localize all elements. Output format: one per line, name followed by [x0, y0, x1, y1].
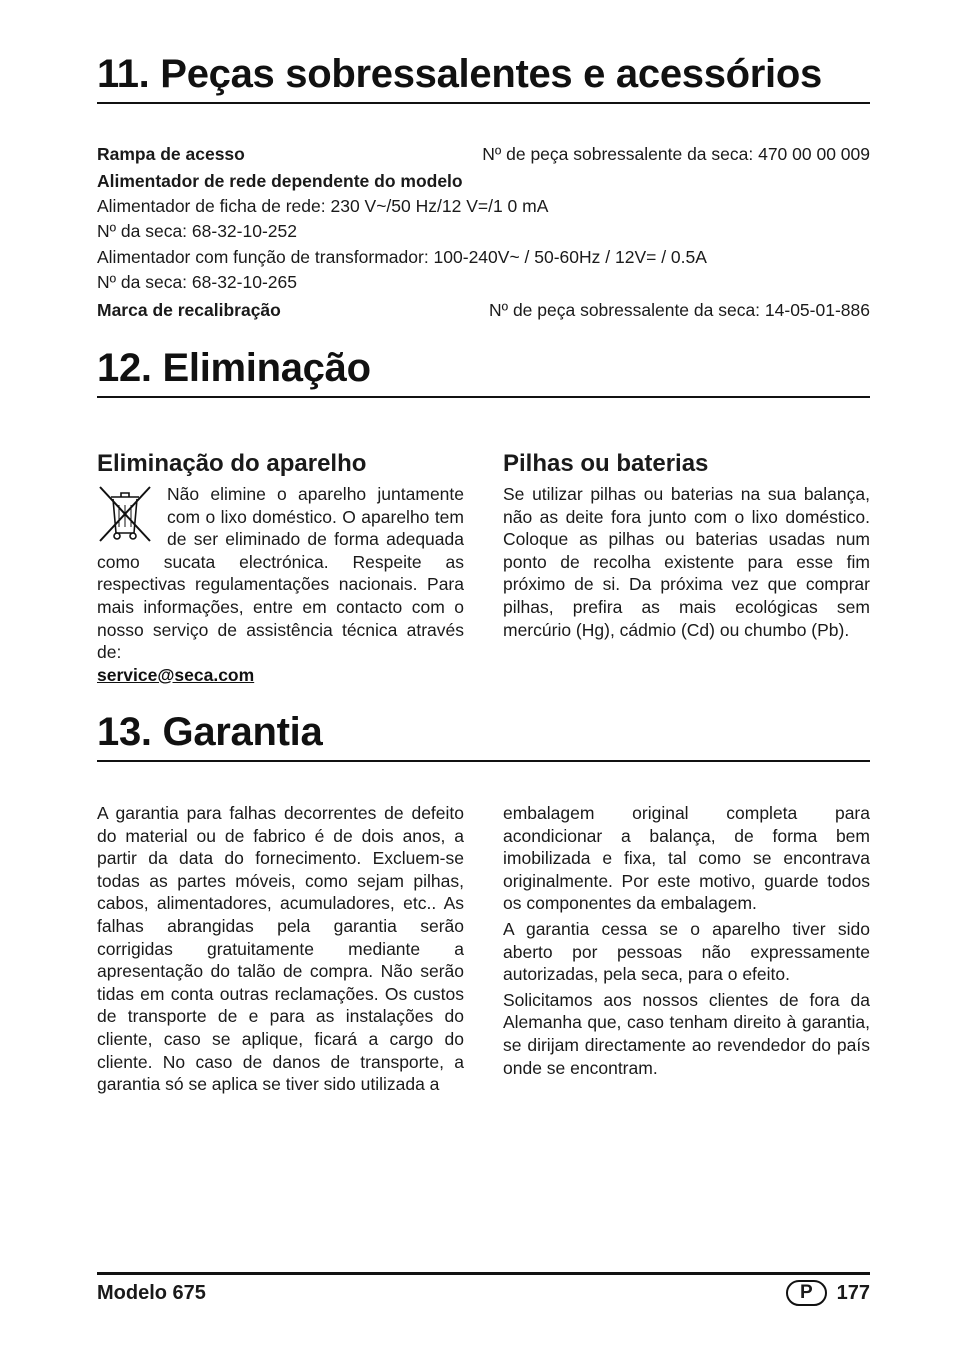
ramp-label: Rampa de acesso	[97, 144, 245, 164]
device-disposal-body	[97, 483, 464, 686]
psu-line-1: Alimentador de ficha de rede: 230 V~/50 Hz/12 V=/1 0 mA	[97, 196, 549, 216]
ramp-part-number: Nº de peça sobressalente da seca: 470 00 00 009	[482, 144, 870, 164]
page	[97, 0, 870, 1352]
section-title-warranty: 13. Garantia	[97, 710, 870, 762]
warranty-text-right-3: Solicitamos aos nossos clientes de fora da Alemanha que, caso tenham direito à garantia, se dirijam directamente ao revendedor do país onde se encontram.	[503, 989, 870, 1078]
device-disposal-heading: Eliminação do aparelho	[97, 450, 367, 477]
section-title-spare-parts: 11. Peças sobressalentes e acessórios	[97, 52, 870, 104]
warranty-text-right-2: A garantia cessa se o aparelho tiver sido aberto por pessoas não expressamente autorizadas, pela seca, para o efeito.	[503, 918, 870, 985]
psu-line-4: Nº da seca: 68-32-10-265	[97, 272, 297, 292]
section-title-disposal: 12. Eliminação	[97, 346, 870, 398]
device-disposal-text: Não elimine o aparelho juntamente com o lixo doméstico. O aparelho tem de ser eliminado de forma adequada como sucata electrónica. Respeite as respectivas regulamentações nacionais. Para mais informações, entre em contacto com o nosso serviço de assistência técnica através de:	[97, 484, 464, 663]
warranty-right-column	[503, 802, 870, 1079]
recal-part-number: Nº de peça sobressalente da seca: 14-05-01-886	[489, 300, 870, 320]
warranty-text-left: A garantia para falhas decorrentes de defeito do material ou de fabrico é de dois anos, a partir da data do fornecimento. Excluem-se todas as partes móveis, como sejam pilhas, cabos, alimentadores, acumuladores, etc.. As falhas abrangidas pela garantia serão corrigidas gratuitamente mediante a apresentação do talão de compra. Não serão tidas em conta outras reclamações. Os custos de transporte de e para as instalações do cliente, caso se aplique, ficará a cargo do cliente. No caso de danos de transporte, a garantia só se aplica se tiver sido utilizada a	[97, 803, 464, 1095]
psu-line-2: Nº da seca: 68-32-10-252	[97, 221, 297, 241]
language-badge: P	[786, 1280, 827, 1306]
page-number: 177	[836, 1282, 870, 1304]
batteries-heading: Pilhas ou baterias	[503, 450, 709, 477]
warranty-left-column	[97, 802, 464, 1096]
footer-model: Modelo 675	[97, 1282, 206, 1304]
service-email-link[interactable]: service@seca.com	[97, 664, 255, 685]
warranty-text-right-1: embalagem original completa para acondicionar a balança, de forma bem imobilizada e fixa, tal como se encontrava originalmente. Por este motivo, guarde todos os componentes da embalagem.	[503, 803, 870, 914]
psu-line-3: Alimentador com função de transformador: 100-240V~ / 50-60Hz / 12V= / 0.5A	[97, 247, 707, 267]
batteries-body	[503, 483, 870, 641]
spare-part-ramp	[97, 142, 870, 167]
footer-page-info	[786, 1280, 870, 1306]
footer-rule	[97, 1272, 870, 1275]
batteries-text: Se utilizar pilhas ou baterias na sua balança, não as deite fora junto com o lixo doméstico. Coloque as pilhas ou baterias usadas num ponto de recolha existente para esse fim próximo de si. Da próxima vez que comprar pilhas, prefira as mais ecológicas sem mercúrio (Hg), cádmio (Cd) ou chumbo (Pb).	[503, 484, 870, 640]
recal-label: Marca de recalibração	[97, 300, 281, 320]
psu-heading: Alimentador de rede dependente do modelo	[97, 171, 463, 191]
spare-part-recalibration	[97, 298, 870, 323]
crossed-out-wheelie-bin-icon	[97, 483, 153, 545]
